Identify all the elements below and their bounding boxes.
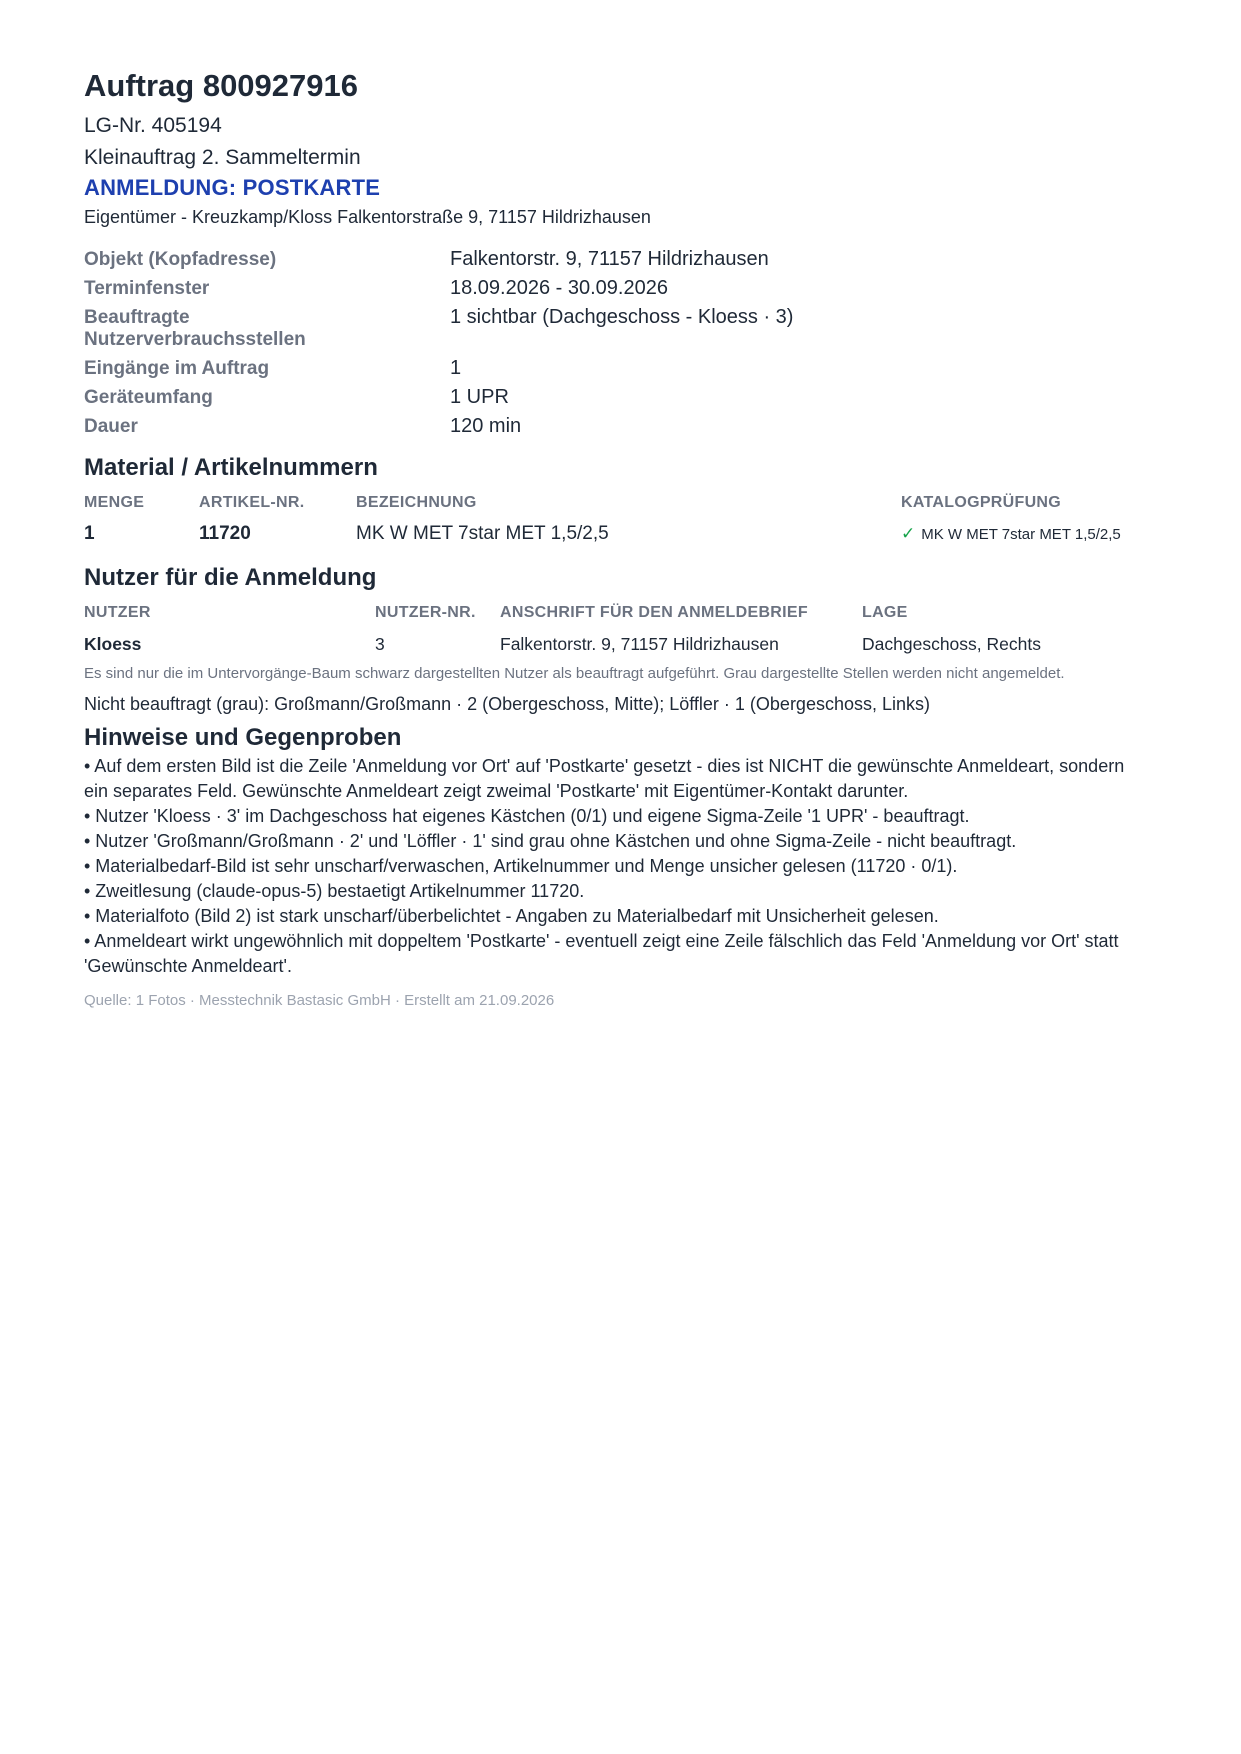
hinweise-list: [84, 754, 1144, 979]
facts-list: [84, 246, 1144, 442]
checkmark-icon: ✓: [901, 524, 916, 543]
artikel-cell: 11720: [199, 523, 251, 544]
col-lage: LAGE: [862, 604, 908, 621]
list-item: • Materialfoto (Bild 2) ist stark unscharf/überbelichtet - Angaben zu Materialbedarf mit Unsicherheit gelesen.: [84, 906, 939, 926]
fact-label: Objekt (Kopfadresse): [84, 249, 277, 270]
col-nutzer-nr: NUTZER-NR.: [375, 604, 476, 621]
nutzer-note: Es sind nur die im Untervorgänge-Baum schwarz dargestellten Nutzer als beauftragt aufgeführt. Grau dargestellte Stellen werden nicht angemeldet.: [84, 665, 1065, 682]
list-item: • Auf dem ersten Bild ist die Zeile 'Anmeldung vor Ort' auf 'Postkarte' gesetzt - dies ist NICHT die gewünschte Anmeldeart, sondern ein separates Feld. Gewünschte Anmeldeart zeigt zweimal 'Postkarte' mit Eigentümer-Kontakt darunter.: [84, 756, 1125, 801]
fact-value: Falkentorstr. 9, 71157 Hildrizhausen: [450, 248, 769, 270]
list-item: • Nutzer 'Großmann/Großmann · 2' und 'Löffler · 1' sind grau ohne Kästchen und ohne Sigma-Zeile - nicht beauftragt.: [84, 831, 1017, 851]
source-footer: Quelle: 1 Fotos · Messtechnik Bastasic GmbH · Erstellt am 21.09.2026: [84, 992, 555, 1009]
nutzer-table: [84, 598, 1144, 660]
menge-cell: 1: [84, 523, 95, 544]
material-heading: Material / Artikelnummern: [84, 454, 378, 481]
fact-value: 18.09.2026 - 30.09.2026: [450, 277, 668, 299]
table-row: [84, 518, 1144, 550]
fact-value: 1: [450, 357, 462, 379]
fact-value: 1 UPR: [450, 386, 509, 408]
fact-row: [84, 355, 1144, 384]
katalog-cell: [901, 518, 1144, 550]
nutzer-cell: Kloess: [84, 633, 142, 654]
hinweise-heading: Hinweise und Gegenproben: [84, 724, 402, 751]
list-item: • Zweitlesung (claude-opus-5) bestaetigt Artikelnummer 11720.: [84, 881, 585, 901]
bezeichnung-cell: MK W MET 7star MET 1,5/2,5: [356, 523, 609, 544]
fact-label: Dauer: [84, 416, 138, 437]
col-katalog: KATALOGPRÜFUNG: [901, 494, 1062, 511]
fact-label: Beauftragte Nutzerverbrauchsstellen: [84, 307, 306, 350]
list-item: • Anmeldeart wirkt ungewöhnlich mit doppeltem 'Postkarte' - eventuell zeigt eine Zeile fälschlich das Feld 'Anmeldung vor Ort' statt 'Gewünschte Anmeldeart'.: [84, 931, 1119, 976]
lage-cell: Dachgeschoss, Rechts: [862, 633, 1041, 654]
owner-contact: Eigentümer - Kreuzkamp/Kloss Falkentorstraße 9, 71157 Hildrizhausen: [84, 207, 651, 227]
anschrift-cell: Falkentorstr. 9, 71157 Hildrizhausen: [500, 633, 779, 654]
fact-row: [84, 384, 1144, 413]
nutzer-nr-cell: 3: [375, 633, 385, 654]
col-anschrift: ANSCHRIFT FÜR DEN ANMELDEBRIEF: [500, 604, 808, 621]
list-item: • Materialbedarf-Bild ist sehr unscharf/verwaschen, Artikelnummer und Menge unsicher gelesen (11720 · 0/1).: [84, 856, 958, 876]
page-title: Auftrag 800927916: [84, 68, 358, 103]
nutzer-header-row: [84, 598, 1144, 628]
fact-value: 120 min: [450, 415, 522, 437]
list-item: • Nutzer 'Kloess · 3' im Dachgeschoss hat eigenes Kästchen (0/1) und eigene Sigma-Zeile '1 UPR' - beauftragt.: [84, 806, 970, 826]
fact-row: [84, 304, 1144, 355]
anmeldung-type: ANMELDUNG: POSTKARTE: [84, 175, 381, 200]
fact-row: [84, 246, 1144, 275]
lg-number: LG-Nr. 405194: [84, 114, 222, 137]
table-row: [84, 628, 1144, 660]
fact-value: 1 sichtbar (Dachgeschoss - Kloess · 3): [450, 306, 794, 328]
order-type: Kleinauftrag 2. Sammeltermin: [84, 146, 361, 169]
document-page: [84, 62, 1144, 1011]
fact-label: Terminfenster: [84, 278, 210, 299]
fact-row: [84, 413, 1144, 442]
col-nutzer: NUTZER: [84, 604, 151, 621]
not-assigned-users: Nicht beauftragt (grau): Großmann/Großmann · 2 (Obergeschoss, Mitte); Löffler · 1 (Obergeschoss, Links): [84, 694, 930, 714]
col-menge: MENGE: [84, 494, 145, 511]
fact-label: Eingänge im Auftrag: [84, 358, 270, 379]
nutzer-heading: Nutzer für die Anmeldung: [84, 564, 377, 591]
col-artikel: ARTIKEL-NR.: [199, 494, 305, 511]
material-header-row: [84, 488, 1144, 518]
fact-label: Geräteumfang: [84, 387, 213, 408]
col-bezeichnung: BEZEICHNUNG: [356, 494, 477, 511]
fact-row: [84, 275, 1144, 304]
katalog-text: MK W MET 7star MET 1,5/2,5: [921, 526, 1121, 543]
material-table: [84, 488, 1144, 550]
